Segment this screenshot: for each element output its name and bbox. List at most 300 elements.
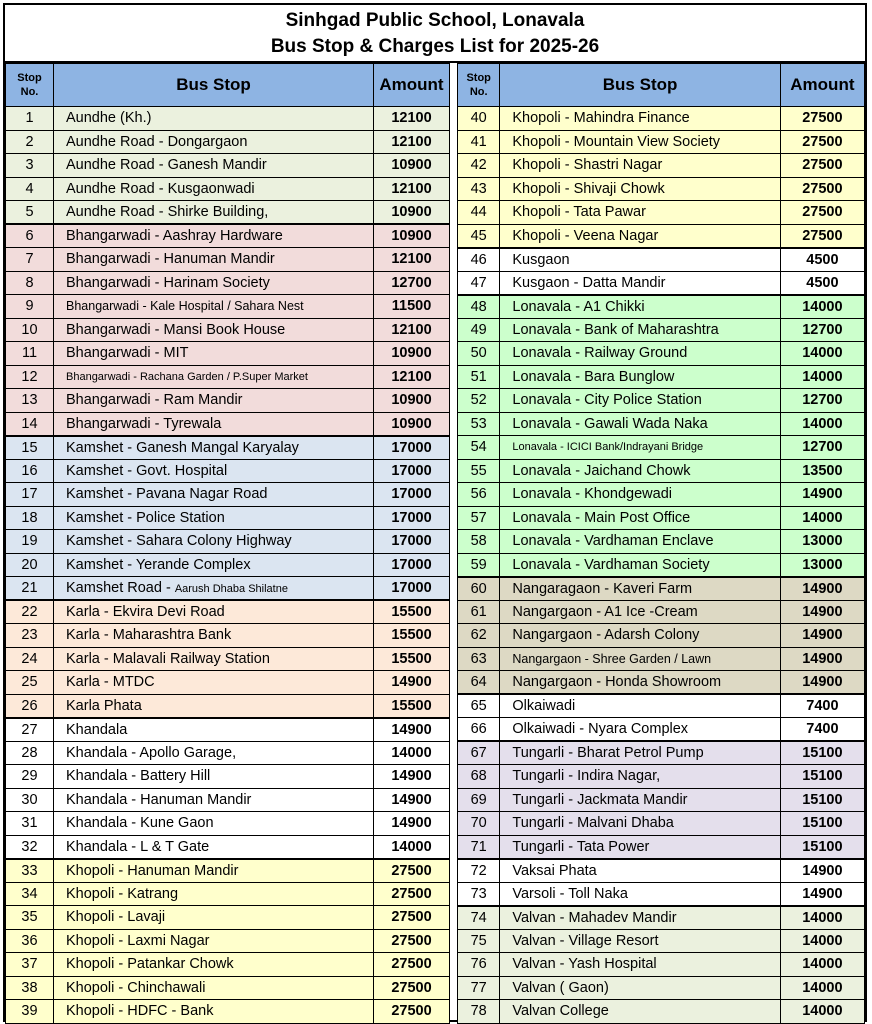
stop-number: 9: [6, 295, 54, 319]
table-row: [458, 835, 865, 859]
table-row: [458, 483, 865, 507]
stop-number: 69: [458, 788, 500, 812]
table-row: [6, 647, 450, 671]
stop-number: 54: [458, 436, 500, 460]
table-row: [6, 365, 450, 389]
table-row: [458, 389, 865, 413]
bus-stop-name: Khopoli - Veena Nagar: [500, 224, 780, 248]
table-row: [6, 154, 450, 178]
amount-value: 15100: [780, 765, 864, 789]
stop-number: 41: [458, 130, 500, 154]
bus-stop-name: Khandala - Apollo Garage,: [54, 741, 374, 765]
table-row: [458, 248, 865, 272]
amount-value: 10900: [374, 342, 450, 366]
amount-value: 14900: [780, 483, 864, 507]
stop-number: 22: [6, 600, 54, 624]
right-bus-stop-table: [457, 63, 865, 1024]
table-row: [6, 1000, 450, 1024]
amount-value: 14900: [374, 812, 450, 836]
table-row: [6, 624, 450, 648]
table-row: [458, 436, 865, 460]
table-row: [458, 647, 865, 671]
stop-number: 48: [458, 295, 500, 319]
amount-value: 27500: [780, 154, 864, 178]
amount-value: 14000: [374, 741, 450, 765]
amount-value: 17000: [374, 553, 450, 577]
bus-stop-name: Lonavala - Jaichand Chowk: [500, 459, 780, 483]
stop-no-header: Stop No.: [6, 64, 54, 107]
bus-stop-name: Kamshet - Pavana Nagar Road: [54, 483, 374, 507]
bus-stop-name: Nangargaon - Honda Showroom: [500, 671, 780, 695]
table-row: [458, 694, 865, 718]
amount-value: 14900: [780, 577, 864, 601]
table-row: [6, 976, 450, 1000]
table-row: [6, 459, 450, 483]
bus-stop-name: Karla Phata: [54, 694, 374, 718]
stop-number: 68: [458, 765, 500, 789]
stop-number: 32: [6, 835, 54, 859]
amount-value: 14000: [780, 506, 864, 530]
bus-stop-name: Tungarli - Bharat Petrol Pump: [500, 741, 780, 765]
table-row: [458, 412, 865, 436]
table-row: [6, 812, 450, 836]
bus-stop-name: Nangargaon - A1 Ice -Cream: [500, 600, 780, 624]
amount-value: 27500: [780, 201, 864, 225]
stop-number: 74: [458, 906, 500, 930]
table-row: [6, 342, 450, 366]
bus-stop-name: Kamshet - Police Station: [54, 506, 374, 530]
stop-number: 21: [6, 577, 54, 601]
stop-number: 62: [458, 624, 500, 648]
document-title: [5, 5, 865, 63]
bus-stop-name: Khopoli - Lavaji: [54, 906, 374, 930]
table-row: [6, 741, 450, 765]
table-row: [6, 530, 450, 554]
amount-value: 14900: [780, 882, 864, 906]
stop-number: 35: [6, 906, 54, 930]
table-row: [458, 177, 865, 201]
bus-stop-name: Khopoli - Shivaji Chowk: [500, 177, 780, 201]
bus-stop-name: Bhangarwadi - MIT: [54, 342, 374, 366]
amount-value: 15100: [780, 741, 864, 765]
bus-stop-name: Khandala: [54, 718, 374, 742]
stop-number: 42: [458, 154, 500, 178]
stop-number: 53: [458, 412, 500, 436]
amount-value: 14900: [780, 859, 864, 883]
stop-number: 17: [6, 483, 54, 507]
table-row: [458, 342, 865, 366]
bus-stop-name: Lonavala - Gawali Wada Naka: [500, 412, 780, 436]
bus-stop-name: Valvan - Yash Hospital: [500, 953, 780, 977]
amount-value: 27500: [374, 859, 450, 883]
stop-number: 27: [6, 718, 54, 742]
bus-stop-name: Lonavala - Vardhaman Society: [500, 553, 780, 577]
bus-stop-name: Aundhe Road - Dongargaon: [54, 130, 374, 154]
amount-value: 14000: [780, 412, 864, 436]
table-row: [458, 671, 865, 695]
bus-stop-name: Aundhe Road - Shirke Building,: [54, 201, 374, 225]
amount-value: 13000: [780, 530, 864, 554]
stop-number: 77: [458, 976, 500, 1000]
stop-number: 63: [458, 647, 500, 671]
stop-number: 3: [6, 154, 54, 178]
amount-value: 14900: [780, 600, 864, 624]
table-row: [458, 224, 865, 248]
amount-value: 12700: [780, 436, 864, 460]
table-row: [6, 835, 450, 859]
bus-stop-name: Tungarli - Indira Nagar,: [500, 765, 780, 789]
table-row: [6, 694, 450, 718]
bus-stop-name: Lonavala - Bara Bunglow: [500, 365, 780, 389]
stop-number: 45: [458, 224, 500, 248]
amount-value: 17000: [374, 530, 450, 554]
stop-number: 7: [6, 248, 54, 272]
table-row: [458, 577, 865, 601]
bus-stop-name: Bhangarwadi - Kale Hospital / Sahara Nest: [54, 295, 374, 319]
bus-stop-name: Valvan - Village Resort: [500, 929, 780, 953]
table-row: [6, 718, 450, 742]
stop-number: 78: [458, 1000, 500, 1024]
amount-value: 11500: [374, 295, 450, 319]
stop-number: 75: [458, 929, 500, 953]
table-row: [6, 577, 450, 601]
school-name: Sinhgad Public School, Lonavala: [285, 10, 585, 31]
amount-value: 12700: [780, 318, 864, 342]
amount-value: 12700: [780, 389, 864, 413]
amount-value: 27500: [780, 130, 864, 154]
bus-stop-name: Aundhe Road - Kusgaonwadi: [54, 177, 374, 201]
bus-stop-name: Bhangarwadi - Harinam Society: [54, 271, 374, 295]
bus-stop-name: Lonavala - Vardhaman Enclave: [500, 530, 780, 554]
amount-value: 13500: [780, 459, 864, 483]
bus-stop-name: Khandala - Kune Gaon: [54, 812, 374, 836]
bus-stop-name: Lonavala - A1 Chikki: [500, 295, 780, 319]
bus-stop-name: Tungarli - Jackmata Mandir: [500, 788, 780, 812]
table-row: [458, 107, 865, 131]
bus-stop-name: Karla - Malavali Railway Station: [54, 647, 374, 671]
stop-number: 24: [6, 647, 54, 671]
amount-value: 14900: [374, 765, 450, 789]
stop-number: 4: [6, 177, 54, 201]
amount-value: 15100: [780, 812, 864, 836]
bus-stop-name: Olkaiwadi - Nyara Complex: [500, 718, 780, 742]
price-list-sheet: [3, 3, 867, 1022]
amount-value: 15500: [374, 694, 450, 718]
amount-value: 14000: [780, 976, 864, 1000]
bus-stop-name: Lonavala - Railway Ground: [500, 342, 780, 366]
stop-number: 34: [6, 882, 54, 906]
bus-stop-name: Bhangarwadi - Rachana Garden / P.Super Market: [54, 365, 374, 389]
table-row: [458, 859, 865, 883]
table-row: [458, 906, 865, 930]
left-table-body: [6, 107, 450, 1024]
bus-stop-name: Kamshet - Yerande Complex: [54, 553, 374, 577]
amount-value: 15500: [374, 624, 450, 648]
table-row: [6, 177, 450, 201]
table-row: [458, 976, 865, 1000]
amount-value: 12100: [374, 130, 450, 154]
bus-stop-name: Bhangarwadi - Ram Mandir: [54, 389, 374, 413]
table-row: [458, 295, 865, 319]
amount-value: 7400: [780, 718, 864, 742]
amount-value: 12100: [374, 177, 450, 201]
stop-number: 40: [458, 107, 500, 131]
table-row: [6, 271, 450, 295]
amount-value: 17000: [374, 577, 450, 601]
bus-stop-name: Karla - Maharashtra Bank: [54, 624, 374, 648]
bus-stop-name: Khopoli - Mahindra Finance: [500, 107, 780, 131]
table-row: [6, 906, 450, 930]
stop-number: 30: [6, 788, 54, 812]
amount-value: 27500: [374, 1000, 450, 1024]
table-row: [458, 788, 865, 812]
stop-number: 38: [6, 976, 54, 1000]
stop-number: 57: [458, 506, 500, 530]
stop-number: 10: [6, 318, 54, 342]
table-row: [6, 130, 450, 154]
amount-value: 14900: [374, 671, 450, 695]
amount-value: 10900: [374, 389, 450, 413]
amount-value: 27500: [374, 906, 450, 930]
amount-value: 7400: [780, 694, 864, 718]
table-row: [6, 201, 450, 225]
bus-stop-name-main: Kamshet Road -: [66, 580, 175, 596]
stop-number: 37: [6, 953, 54, 977]
amount-value: 27500: [780, 177, 864, 201]
stop-number: 12: [6, 365, 54, 389]
table-row: [6, 412, 450, 436]
amount-value: 27500: [780, 224, 864, 248]
table-header-row: [6, 64, 450, 107]
stop-number: 25: [6, 671, 54, 695]
table-row: [458, 506, 865, 530]
table-row: [6, 107, 450, 131]
stop-number: 56: [458, 483, 500, 507]
stop-number: 66: [458, 718, 500, 742]
stop-number: 28: [6, 741, 54, 765]
table-row: [458, 741, 865, 765]
bus-stop-name: [54, 577, 374, 601]
stop-number: 61: [458, 600, 500, 624]
amount-value: 17000: [374, 459, 450, 483]
bus-stop-name: Nangargaon - Shree Garden / Lawn: [500, 647, 780, 671]
stop-number: 44: [458, 201, 500, 225]
table-row: [6, 436, 450, 460]
amount-value: 14900: [780, 647, 864, 671]
table-row: [6, 600, 450, 624]
table-row: [6, 318, 450, 342]
table-row: [458, 765, 865, 789]
bus-stop-name: Lonavala - Main Post Office: [500, 506, 780, 530]
stop-number: 46: [458, 248, 500, 272]
amount-value: 14000: [780, 295, 864, 319]
stop-number: 71: [458, 835, 500, 859]
stop-number: 5: [6, 201, 54, 225]
bus-stop-name: Tungarli - Tata Power: [500, 835, 780, 859]
stop-number: 51: [458, 365, 500, 389]
stop-number: 16: [6, 459, 54, 483]
table-row: [458, 530, 865, 554]
amount-value: 13000: [780, 553, 864, 577]
stop-number: 72: [458, 859, 500, 883]
stop-number: 6: [6, 224, 54, 248]
stop-number: 31: [6, 812, 54, 836]
table-row: [6, 882, 450, 906]
amount-value: 27500: [374, 882, 450, 906]
left-bus-stop-table: [5, 63, 450, 1024]
bus-stop-name: Vaksai Phata: [500, 859, 780, 883]
bus-stop-name: Kusgaon: [500, 248, 780, 272]
stop-number: 36: [6, 929, 54, 953]
bus-stop-name: Khopoli - Laxmi Nagar: [54, 929, 374, 953]
bus-stop-name: Khandala - Battery Hill: [54, 765, 374, 789]
table-row: [6, 295, 450, 319]
amount-value: 14900: [374, 718, 450, 742]
stop-number: 73: [458, 882, 500, 906]
table-row: [458, 459, 865, 483]
stop-number: 58: [458, 530, 500, 554]
bus-stop-name: Khopoli - HDFC - Bank: [54, 1000, 374, 1024]
stop-number: 14: [6, 412, 54, 436]
stop-number: 50: [458, 342, 500, 366]
table-row: [6, 671, 450, 695]
amount-value: 4500: [780, 248, 864, 272]
amount-value: 14000: [780, 1000, 864, 1024]
bus-stop-name: Varsoli - Toll Naka: [500, 882, 780, 906]
table-row: [6, 224, 450, 248]
bus-stop-name: Valvan - Mahadev Mandir: [500, 906, 780, 930]
amount-value: 14000: [780, 929, 864, 953]
bus-stop-name: Khopoli - Tata Pawar: [500, 201, 780, 225]
table-row: [458, 553, 865, 577]
amount-value: 14900: [780, 624, 864, 648]
bus-stop-name: Kusgaon - Datta Mandir: [500, 271, 780, 295]
right-table-body: [458, 107, 865, 1024]
stop-number: 29: [6, 765, 54, 789]
stop-number: 47: [458, 271, 500, 295]
bus-stop-name: Khopoli - Katrang: [54, 882, 374, 906]
table-header-row: [458, 64, 865, 107]
table-row: [458, 624, 865, 648]
amount-value: 10900: [374, 224, 450, 248]
amount-value: 12100: [374, 318, 450, 342]
bus-stop-name: Khopoli - Hanuman Mandir: [54, 859, 374, 883]
amount-value: 12100: [374, 365, 450, 389]
table-row: [458, 812, 865, 836]
table-row: [6, 788, 450, 812]
amount-value: 15100: [780, 835, 864, 859]
table-row: [6, 553, 450, 577]
table-row: [6, 506, 450, 530]
bus-stop-name: Khopoli - Chinchawali: [54, 976, 374, 1000]
list-title: Bus Stop & Charges List for 2025-26: [270, 36, 600, 57]
amount-value: 14000: [780, 953, 864, 977]
amount-value: 17000: [374, 506, 450, 530]
table-row: [6, 248, 450, 272]
stop-number: 33: [6, 859, 54, 883]
bus-stop-name: Kamshet - Sahara Colony Highway: [54, 530, 374, 554]
table-row: [6, 483, 450, 507]
bus-stop-name: Valvan ( Gaon): [500, 976, 780, 1000]
table-row: [458, 271, 865, 295]
stop-number: 8: [6, 271, 54, 295]
amount-value: 27500: [780, 107, 864, 131]
bus-stop-name: Nangaragaon - Kaveri Farm: [500, 577, 780, 601]
amount-value: 15500: [374, 600, 450, 624]
stop-number: 18: [6, 506, 54, 530]
amount-value: 15100: [780, 788, 864, 812]
stop-number: 39: [6, 1000, 54, 1024]
bus-stop-name: Lonavala - ICICI Bank/Indrayani Bridge: [500, 436, 780, 460]
table-row: [458, 1000, 865, 1024]
bus-stop-name: Khopoli - Mountain View Society: [500, 130, 780, 154]
amount-header: Amount: [780, 64, 864, 107]
bus-stop-name: Kamshet - Ganesh Mangal Karyalay: [54, 436, 374, 460]
bus-stop-name: Lonavala - Khondgewadi: [500, 483, 780, 507]
stop-number: 64: [458, 671, 500, 695]
amount-value: 10900: [374, 201, 450, 225]
bus-stop-name: Olkaiwadi: [500, 694, 780, 718]
amount-value: 12100: [374, 107, 450, 131]
amount-value: 15500: [374, 647, 450, 671]
table-row: [458, 929, 865, 953]
bus-stop-header: Bus Stop: [500, 64, 780, 107]
table-row: [458, 600, 865, 624]
amount-value: 14900: [374, 788, 450, 812]
bus-stop-name: Khopoli - Shastri Nagar: [500, 154, 780, 178]
amount-value: 14000: [780, 342, 864, 366]
stop-number: 19: [6, 530, 54, 554]
bus-stop-name: Khandala - L & T Gate: [54, 835, 374, 859]
table-row: [458, 718, 865, 742]
stop-number: 20: [6, 553, 54, 577]
stop-number: 13: [6, 389, 54, 413]
bus-stop-name: Lonavala - City Police Station: [500, 389, 780, 413]
amount-value: 14900: [780, 671, 864, 695]
amount-value: 10900: [374, 412, 450, 436]
table-row: [6, 929, 450, 953]
stop-number: 52: [458, 389, 500, 413]
stop-number: 23: [6, 624, 54, 648]
bus-stop-name: Bhangarwadi - Hanuman Mandir: [54, 248, 374, 272]
bus-stop-name: Aundhe Road - Ganesh Mandir: [54, 154, 374, 178]
stop-number: 67: [458, 741, 500, 765]
bus-stop-name: Bhangarwadi - Tyrewala: [54, 412, 374, 436]
stop-number: 11: [6, 342, 54, 366]
stop-number: 60: [458, 577, 500, 601]
stop-number: 65: [458, 694, 500, 718]
amount-value: 27500: [374, 953, 450, 977]
table-row: [6, 859, 450, 883]
table-row: [458, 953, 865, 977]
stop-number: 76: [458, 953, 500, 977]
bus-stop-name: Bhangarwadi - Mansi Book House: [54, 318, 374, 342]
stop-number: 1: [6, 107, 54, 131]
bus-stop-name: Valvan College: [500, 1000, 780, 1024]
stop-no-header: Stop No.: [458, 64, 500, 107]
amount-value: 12100: [374, 248, 450, 272]
amount-value: 14000: [780, 906, 864, 930]
bus-stop-name: Aundhe (Kh.): [54, 107, 374, 131]
bus-stop-name: Khandala - Hanuman Mandir: [54, 788, 374, 812]
stop-number: 26: [6, 694, 54, 718]
bus-stop-name: Bhangarwadi - Aashray Hardware: [54, 224, 374, 248]
stop-number: 15: [6, 436, 54, 460]
stop-number: 43: [458, 177, 500, 201]
stop-number: 59: [458, 553, 500, 577]
amount-value: 4500: [780, 271, 864, 295]
bus-stop-header: Bus Stop: [54, 64, 374, 107]
